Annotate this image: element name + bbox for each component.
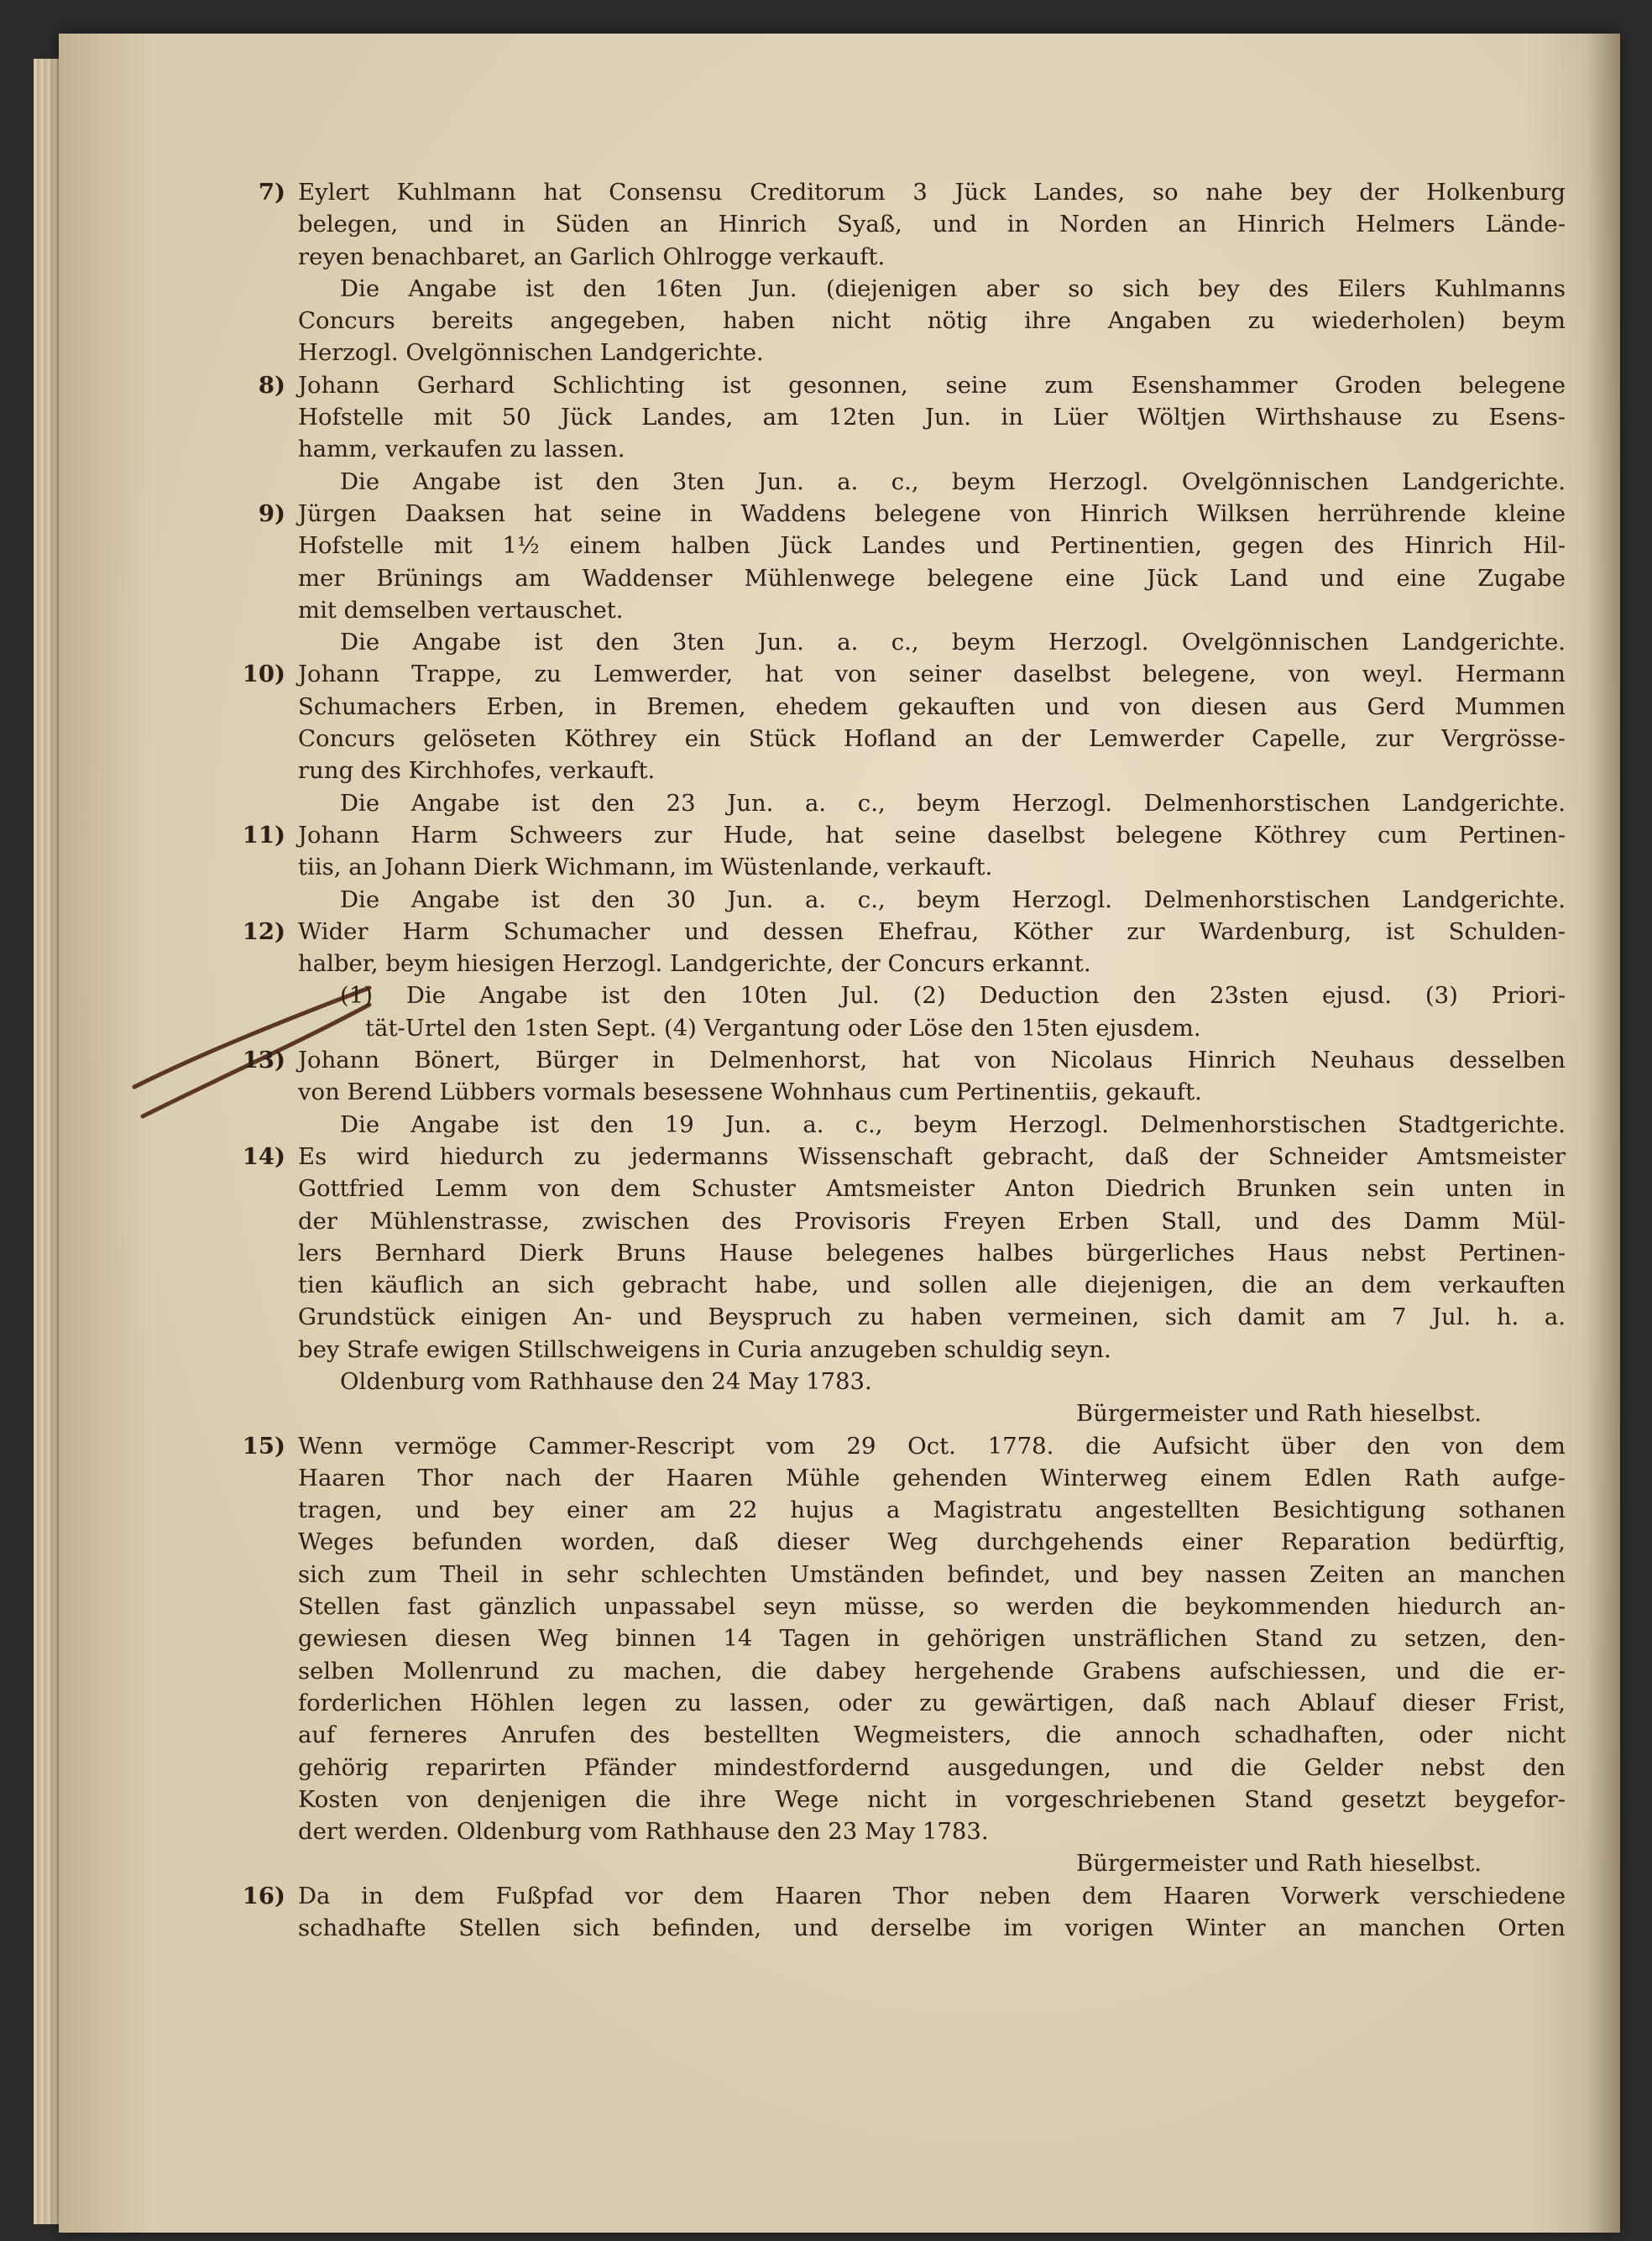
entry-number: 9) [258,499,285,527]
notice-line: Herzogl. Ovelgönnischen Landgerichte. [298,339,764,367]
text-line: sich zum Theil in sehr schlechten Umständen befindet, und bey nassen Zeiten an manchen [298,1560,1566,1588]
text-line: Jürgen Daaksen hat seine in Waddens belegene von Hinrich Wilksen herrührende kleine [298,499,1566,527]
entry-number: 8) [258,371,285,399]
text-line: Grundstück einigen An- und Beyspruch zu haben vermeinen, sich damit am 7 Jul. h. a. [298,1303,1566,1331]
notice-line: Die Angabe ist den 19 Jun. a. c., beym Herzogl. Delmenhorstischen Stadtgerichte. [340,1110,1566,1138]
text-line: Wenn vermöge Cammer-Rescript vom 29 Oct. 1778. die Aufsicht über den von dem [298,1432,1566,1460]
notice-entry-10 [242,658,1566,818]
text-line: Schumachers Erben, in Bremen, ehedem gekauften und von diesen aus Gerd Mummen [298,692,1566,720]
text-line: Kosten von denjenigen die ihre Wege nicht in vorgeschriebenen Stand gesetzt beygefor- [298,1785,1566,1813]
text-line: forderlichen Höhlen legen zu lassen, oder zu gewärtigen, daß nach Ablauf dieser Frist, [298,1689,1566,1716]
text-line: dert werden. Oldenburg vom Rathhause den 23 May 1783. [298,1818,989,1846]
text-line: Gottfried Lemm von dem Schuster Amtsmeister Anton Diedrich Brunken sein unten in [298,1175,1566,1203]
notice-entry-13 [242,1044,1566,1141]
document-body [242,176,1566,1944]
text-line: tragen, und bey einer am 22 hujus a Magistratu angestellten Besichtigung sothanen [298,1497,1566,1524]
text-line: Wider Harm Schumacher und dessen Ehefrau, Köther zur Wardenburg, ist Schulden- [298,917,1566,945]
entry-number: 11) [242,821,285,849]
notice-line: Die Angabe ist den 3ten Jun. a. c., beym Herzogl. Ovelgönnischen Landgerichte. [340,629,1566,656]
text-line: hamm, verkaufen zu lassen. [298,436,625,463]
binding-shadow [1587,34,1620,2233]
text-line: Johann Bönert, Bürger in Delmenhorst, hat von Nicolaus Hinrich Neuhaus desselben [298,1047,1566,1074]
text-line: von Berend Lübbers vormals besessene Wohnhaus cum Pertinentiis, gekauft. [298,1079,1202,1106]
text-line: der Mühlenstrasse, zwischen des Provisoris Freyen Erben Stall, und des Damm Mül- [298,1207,1566,1235]
text-line: halber, beym hiesigen Herzogl. Landgerichte, der Concurs erkannt. [298,950,1091,978]
text-line: Johann Harm Schweers zur Hude, hat seine daselbst belegene Köthrey cum Pertinen- [298,821,1566,849]
text-line: Eylert Kuhlmann hat Consensu Creditorum 3 Jück Landes, so nahe bey der Holkenburg [298,179,1566,206]
notice-line: tät-Urtel den 1sten Sept. (4) Vergantung oder Löse den 15ten ejusdem. [365,1014,1201,1042]
text-line: auf ferneres Anrufen des bestellten Wegmeisters, die annoch schadhaften, oder nicht [298,1721,1566,1749]
entry-number: 16) [242,1882,285,1909]
text-line: Weges befunden worden, daß dieser Weg durchgehends einer Reparation bedürftig, [298,1528,1566,1556]
signature-line: Bürgermeister und Rath hieselbst. [1075,1400,1482,1428]
text-line: reyen benachbaret, an Garlich Ohlrogge verkauft. [298,243,886,270]
text-line: Es wird hiedurch zu jedermanns Wissenschaft gebracht, daß der Schneider Amtsmeister [298,1142,1566,1170]
text-line: rung des Kirchhofes, verkauft. [298,757,656,785]
notice-line: Die Angabe ist den 3ten Jun. a. c., beym Herzogl. Ovelgönnischen Landgerichte. [340,468,1566,495]
text-line: gewiesen diesen Weg binnen 14 Tagen in gehörigen unsträflichen Stand zu setzen, den- [298,1625,1566,1653]
text-line: Da in dem Fußpfad vor dem Haaren Thor neben dem Haaren Vorwerk verschiedene [298,1882,1566,1909]
notice-line: (1) Die Angabe ist den 10ten Jul. (2) Deduction den 23sten ejusd. (3) Priori- [340,982,1566,1010]
text-line: lers Bernhard Dierk Bruns Hause belegenes halbes bürgerliches Haus nebst Pertinen- [298,1239,1566,1267]
entry-number: 14) [242,1142,285,1170]
notice-entry-16 [242,1880,1566,1945]
text-line: gehörig reparirten Pfänder mindestfordernd ausgedungen, und die Gelder nebst den [298,1753,1566,1781]
notice-entry-15 [242,1430,1566,1880]
notice-entry-14 [242,1141,1566,1430]
notice-line: Die Angabe ist den 16ten Jun. (diejenigen aber so sich bey des Eilers Kuhlmanns [340,274,1566,302]
text-line: bey Strafe ewigen Stillschweigens in Curia anzugeben schuldig seyn. [298,1335,1111,1363]
text-line: schadhafte Stellen sich befinden, und derselbe im vorigen Winter an manchen Orten [298,1915,1566,1942]
signature-line: Bürgermeister und Rath hieselbst. [1075,1850,1482,1878]
entry-number: 13) [242,1047,285,1074]
text-line: selben Mollenrund zu machen, die dabey hergehende Grabens aufschiessen, und die er- [298,1657,1566,1685]
text-line: Hofstelle mit 1½ einem halben Jück Landes und Pertinentien, gegen des Hinrich Hil- [298,532,1566,560]
notice-entry-7 [258,176,1566,369]
text-line: Haaren Thor nach der Haaren Mühle gehenden Winterweg einem Edlen Rath aufge- [298,1464,1566,1491]
text-line: belegen, und in Süden an Hinrich Syaß, und in Norden an Hinrich Helmers Lände- [298,211,1566,238]
text-line: tiis, an Johann Dierk Wichmann, im Wüstenlande, verkauft. [298,854,993,881]
entry-number: 15) [242,1432,285,1460]
notice-line: Die Angabe ist den 30 Jun. a. c., beym Herzogl. Delmenhorstischen Landgerichte. [340,885,1566,913]
text-line: Johann Trappe, zu Lemwerder, hat von seiner daselbst belegene, von weyl. Hermann [298,661,1566,688]
notice-entry-8 [258,369,1566,498]
text-line: mer Brünings am Waddenser Mühlenwege belegene eine Jück Land und eine Zugabe [298,564,1566,592]
entry-number: 10) [242,661,285,688]
notice-entry-12 [242,916,1566,1044]
notice-entry-9 [258,498,1566,658]
text-line: mit demselben vertauschet. [298,596,624,624]
notice-line: Oldenburg vom Rathhause den 24 May 1783. [340,1367,872,1395]
text-line: Stellen fast gänzlich unpassabel seyn müsse, so werden die beykommenden hiedurch an- [298,1593,1566,1621]
text-line: tien käuflich an sich gebracht habe, und sollen alle diejenigen, die an dem verkauften [298,1272,1566,1299]
text-line: Hofstelle mit 50 Jück Landes, am 12ten Jun. in Lüer Wöltjen Wirthshause zu Esens- [298,404,1566,431]
entry-number: 7) [258,179,285,206]
notice-line: Die Angabe ist den 23 Jun. a. c., beym Herzogl. Delmenhorstischen Landgerichte. [340,789,1566,817]
text-line: Johann Gerhard Schlichting ist gesonnen, seine zum Esenshammer Groden belegene [298,371,1566,399]
text-line: Concurs gelöseten Köthrey ein Stück Hofland an der Lemwerder Capelle, zur Vergrösse- [298,725,1566,753]
notice-line: Concurs bereits angegeben, haben nicht nötig ihre Angaben zu wiederholen) beym [298,307,1566,335]
notice-entry-11 [242,819,1566,916]
entry-number: 12) [242,917,285,945]
